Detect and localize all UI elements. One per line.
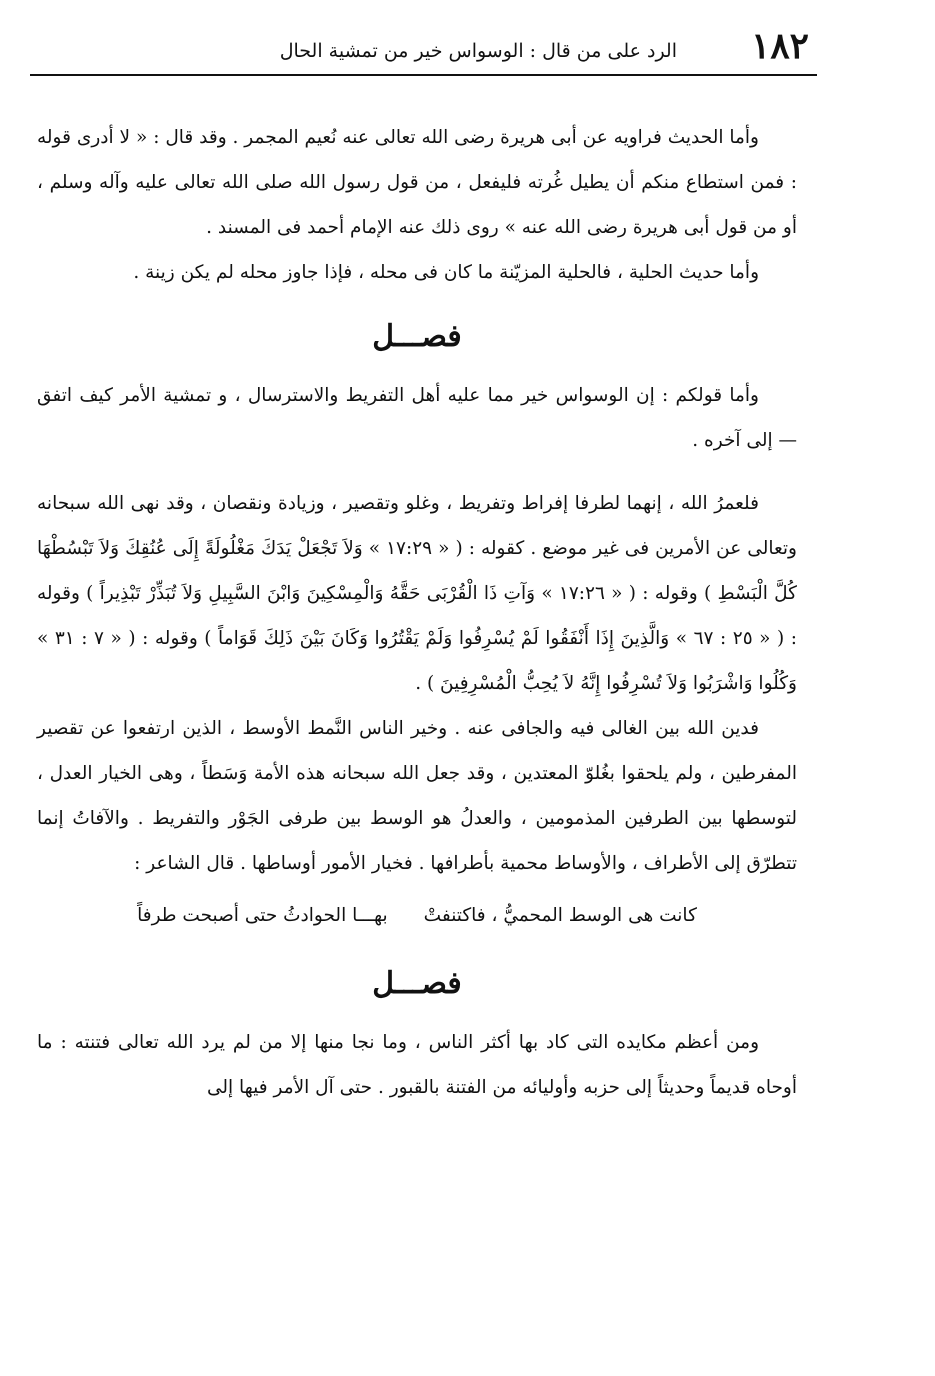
poetry-verse: [37, 890, 797, 942]
spacer: [37, 463, 797, 481]
paragraph-hilya: وأما حديث الحلية ، فالحلية المزيّنة ما كان فى محله ، فإذا جاوز محله لم يكن زينة .: [133, 262, 759, 283]
page-number: ١٨٢: [750, 25, 809, 67]
paragraph-middle-way: فدين الله بين الغالى فيه والجافى عنه . وخير الناس النَّمط الأوسط ، الذين ارتفعوا عن تقصير المفرطين ، ولم يلحقوا بغُلوّ المعتدين ، وقد جعل الله سبحانه هذه الأمة وَسَطاً ، وهى الخيار العدل ، لتوسطها بين الطرفين المذمومين ، والعدلُ هو الوسط بين طرفى الجَوْر والتفريط . والآفاتُ إنما تتطرّق إلى الأطراف ، والأوساط محمية بأطرافها . فخيار الأمور أوساطها . قال الشاعر :: [37, 718, 797, 874]
paragraph-hadith: وأما الحديث فراويه عن أبى هريرة رضى الله تعالى عنه نُعيم المجمر . وقد قال : « لا أدرى قوله : فمن استطاع منكم أن يطيل غُرته فليفعل ، من قول رسول الله صلى الله تعالى عليه وآله وسلم ، أو من قول أبى هريرة رضى الله عنه » روى ذلك عنه الإمام أحمد فى المسند .: [37, 127, 797, 238]
running-title: الرد على من قال : الوسواس خير من تمشية الحال: [279, 40, 677, 62]
section-heading-2: فصـــل: [372, 966, 462, 1001]
section-heading: فصـــل: [372, 319, 462, 354]
verse-second-hemistich: بهـــا الحوادثُ حتى أصبحت طرفاً: [137, 905, 388, 926]
verse-first-hemistich: كانت هى الوسط المحميُّ ، فاكتنفتْ: [423, 905, 697, 926]
paragraph-extremes: فلعمرُ الله ، إنهما لطرفا إفراط وتفريط ، وغلو وتقصير ، وزيادة ونقصان ، وقد نهى الله سبحانه وتعالى عن الأمرين فى غير موضع . كقوله : ( « ١٧:٢٩ » وَلاَ تَجْعَلْ يَدَكَ مَغْلُولَةً إِلَى عُنُقِكَ وَلاَ تَبْسُطْهَا كُلَّ الْبَسْطِ ) وقوله : ( « ١٧:٢٦ » وَآتِ ذَا الْقُرْبَى حَقَّهُ وَالْمِسْكِينَ وَابْنَ السَّبِيلِ وَلاَ تُبَذِّرْ تَبْذِيراً ) وقوله : ( « ٢٥ : ٦٧ » وَالَّذِينَ إِذَا أَنْفَقُوا لَمْ يُسْرِفُوا وَلَمْ يَقْتُرُوا وَكَانَ بَيْنَ ذَلِكَ قَوَاماً ) وقوله : ( « ٧ : ٣١ » وَكُلُوا وَاشْرَبُوا وَلاَ تُسْرِفُوا إِنَّهُ لاَ يُحِبُّ الْمُسْرِفِينَ ) .: [37, 493, 798, 694]
page-header: [30, 18, 817, 76]
paragraph-graves: ومن أعظم مكايده التى كاد بها أكثر الناس ، وما نجا منها إلا من لم يرد الله تعالى فتنته : ما أوحاه قديماً وحديثاً إلى حزبه وأوليائه من الفتنة بالقبور . حتى آل الأمر فيها إلى: [37, 1032, 797, 1098]
paragraph-waswas: وأما قولكم : إن الوسواس خير مما عليه أهل التفريط والاسترسال ، و تمشية الأمر كيف اتفق — إلى آخره .: [37, 385, 797, 451]
body-text: [37, 115, 797, 1110]
